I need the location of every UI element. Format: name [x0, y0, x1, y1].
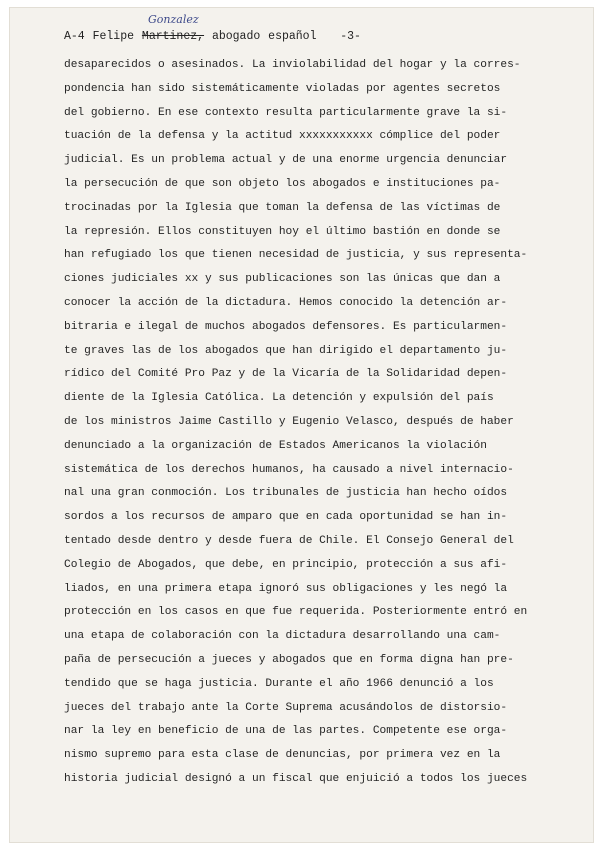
header-prefix: A-4 Felipe: [64, 30, 135, 43]
text-line: ciones judiciales xx y sus publicaciones son las únicas que dan a: [64, 273, 501, 286]
text-line: rídico del Comité Pro Paz y de la Vicaría de la Solidaridad depen-: [64, 368, 508, 381]
text-line: sistemática de los derechos humanos, ha causado a nivel internacio-: [64, 463, 514, 476]
text-line: conocer la acción de la dictadura. Hemos conocido la detención ar-: [64, 296, 508, 309]
text-line: tendido que se haga justicia. Durante el año 1966 denunció a los: [64, 677, 494, 690]
text-line: nismo supremo para esta clase de denuncias, por primera vez en la: [64, 749, 501, 762]
text-line: jueces del trabajo ante la Corte Suprema acusándolos de distorsio-: [64, 701, 508, 714]
text-line: tentado desde dentro y desde fuera de Chile. El Consejo General del: [64, 534, 514, 547]
handwritten-annotation: Gonzalez: [148, 13, 199, 26]
text-line: sordos a los recursos de amparo que en cada oportunidad se han in-: [64, 511, 508, 524]
header-title: abogado español: [211, 30, 317, 43]
text-line: han refugiado los que tienen necesidad de justicia, y sus representa-: [64, 249, 528, 262]
text-line: denunciado a la organización de Estados Americanos la violación: [64, 439, 487, 452]
text-line: te graves las de los abogados que han dirigido el departamento ju-: [64, 344, 508, 357]
text-line: de los ministros Jaime Castillo y Eugenio Velasco, después de haber: [64, 415, 514, 428]
text-line: del gobierno. En ese contexto resulta particularmente grave la si-: [64, 106, 508, 119]
text-line: Colegio de Abogados, que debe, en principio, protección a sus afi-: [64, 558, 508, 571]
text-line: la persecución de que son objeto los abogados e instituciones pa-: [64, 177, 501, 190]
text-line: nar la ley en beneficio de una de las partes. Competente ese orga-: [64, 725, 508, 738]
text-line: pondencia han sido sistemáticamente violadas por agentes secretos: [64, 82, 501, 95]
text-line: la represión. Ellos constituyen hoy el último bastión en donde se: [64, 225, 501, 238]
text-line: liados, en una primera etapa ignoró sus obligaciones y les negó la: [64, 582, 508, 595]
text-line: bitraria e ilegal de muchos abogados defensores. Es particularmen-: [64, 320, 508, 333]
text-line: nal una gran conmoción. Los tribunales de justicia han hecho oídos: [64, 487, 508, 500]
text-line: protección en los casos en que fue requerida. Posteriormente entró en: [64, 606, 528, 619]
text-line: diente de la Iglesia Católica. La detención y expulsión del país: [64, 392, 494, 405]
text-line: trocinadas por la Iglesia que toman la defensa de las víctimas de: [64, 201, 501, 214]
text-line: judicial. Es un problema actual y de una enorme urgencia denunciar: [64, 154, 508, 167]
text-line: historia judicial designó a un fiscal que enjuició a todos los jueces: [64, 772, 528, 785]
text-line: desaparecidos o asesinados. La inviolabilidad del hogar y la corres-: [64, 59, 521, 71]
header-struck-name: Martinez,: [141, 30, 205, 43]
body-text: [64, 54, 576, 792]
text-line: tuación de la defensa y la actitud xxxxxxxxxxx cómplice del poder: [64, 130, 501, 143]
page-header: [64, 30, 361, 43]
text-line: una etapa de colaboración con la dictadura desarrollando una cam-: [64, 630, 501, 643]
text-line: paña de persecución a jueces y abogados que en forma digna han pre-: [64, 653, 514, 666]
page-number: -3-: [340, 30, 361, 43]
